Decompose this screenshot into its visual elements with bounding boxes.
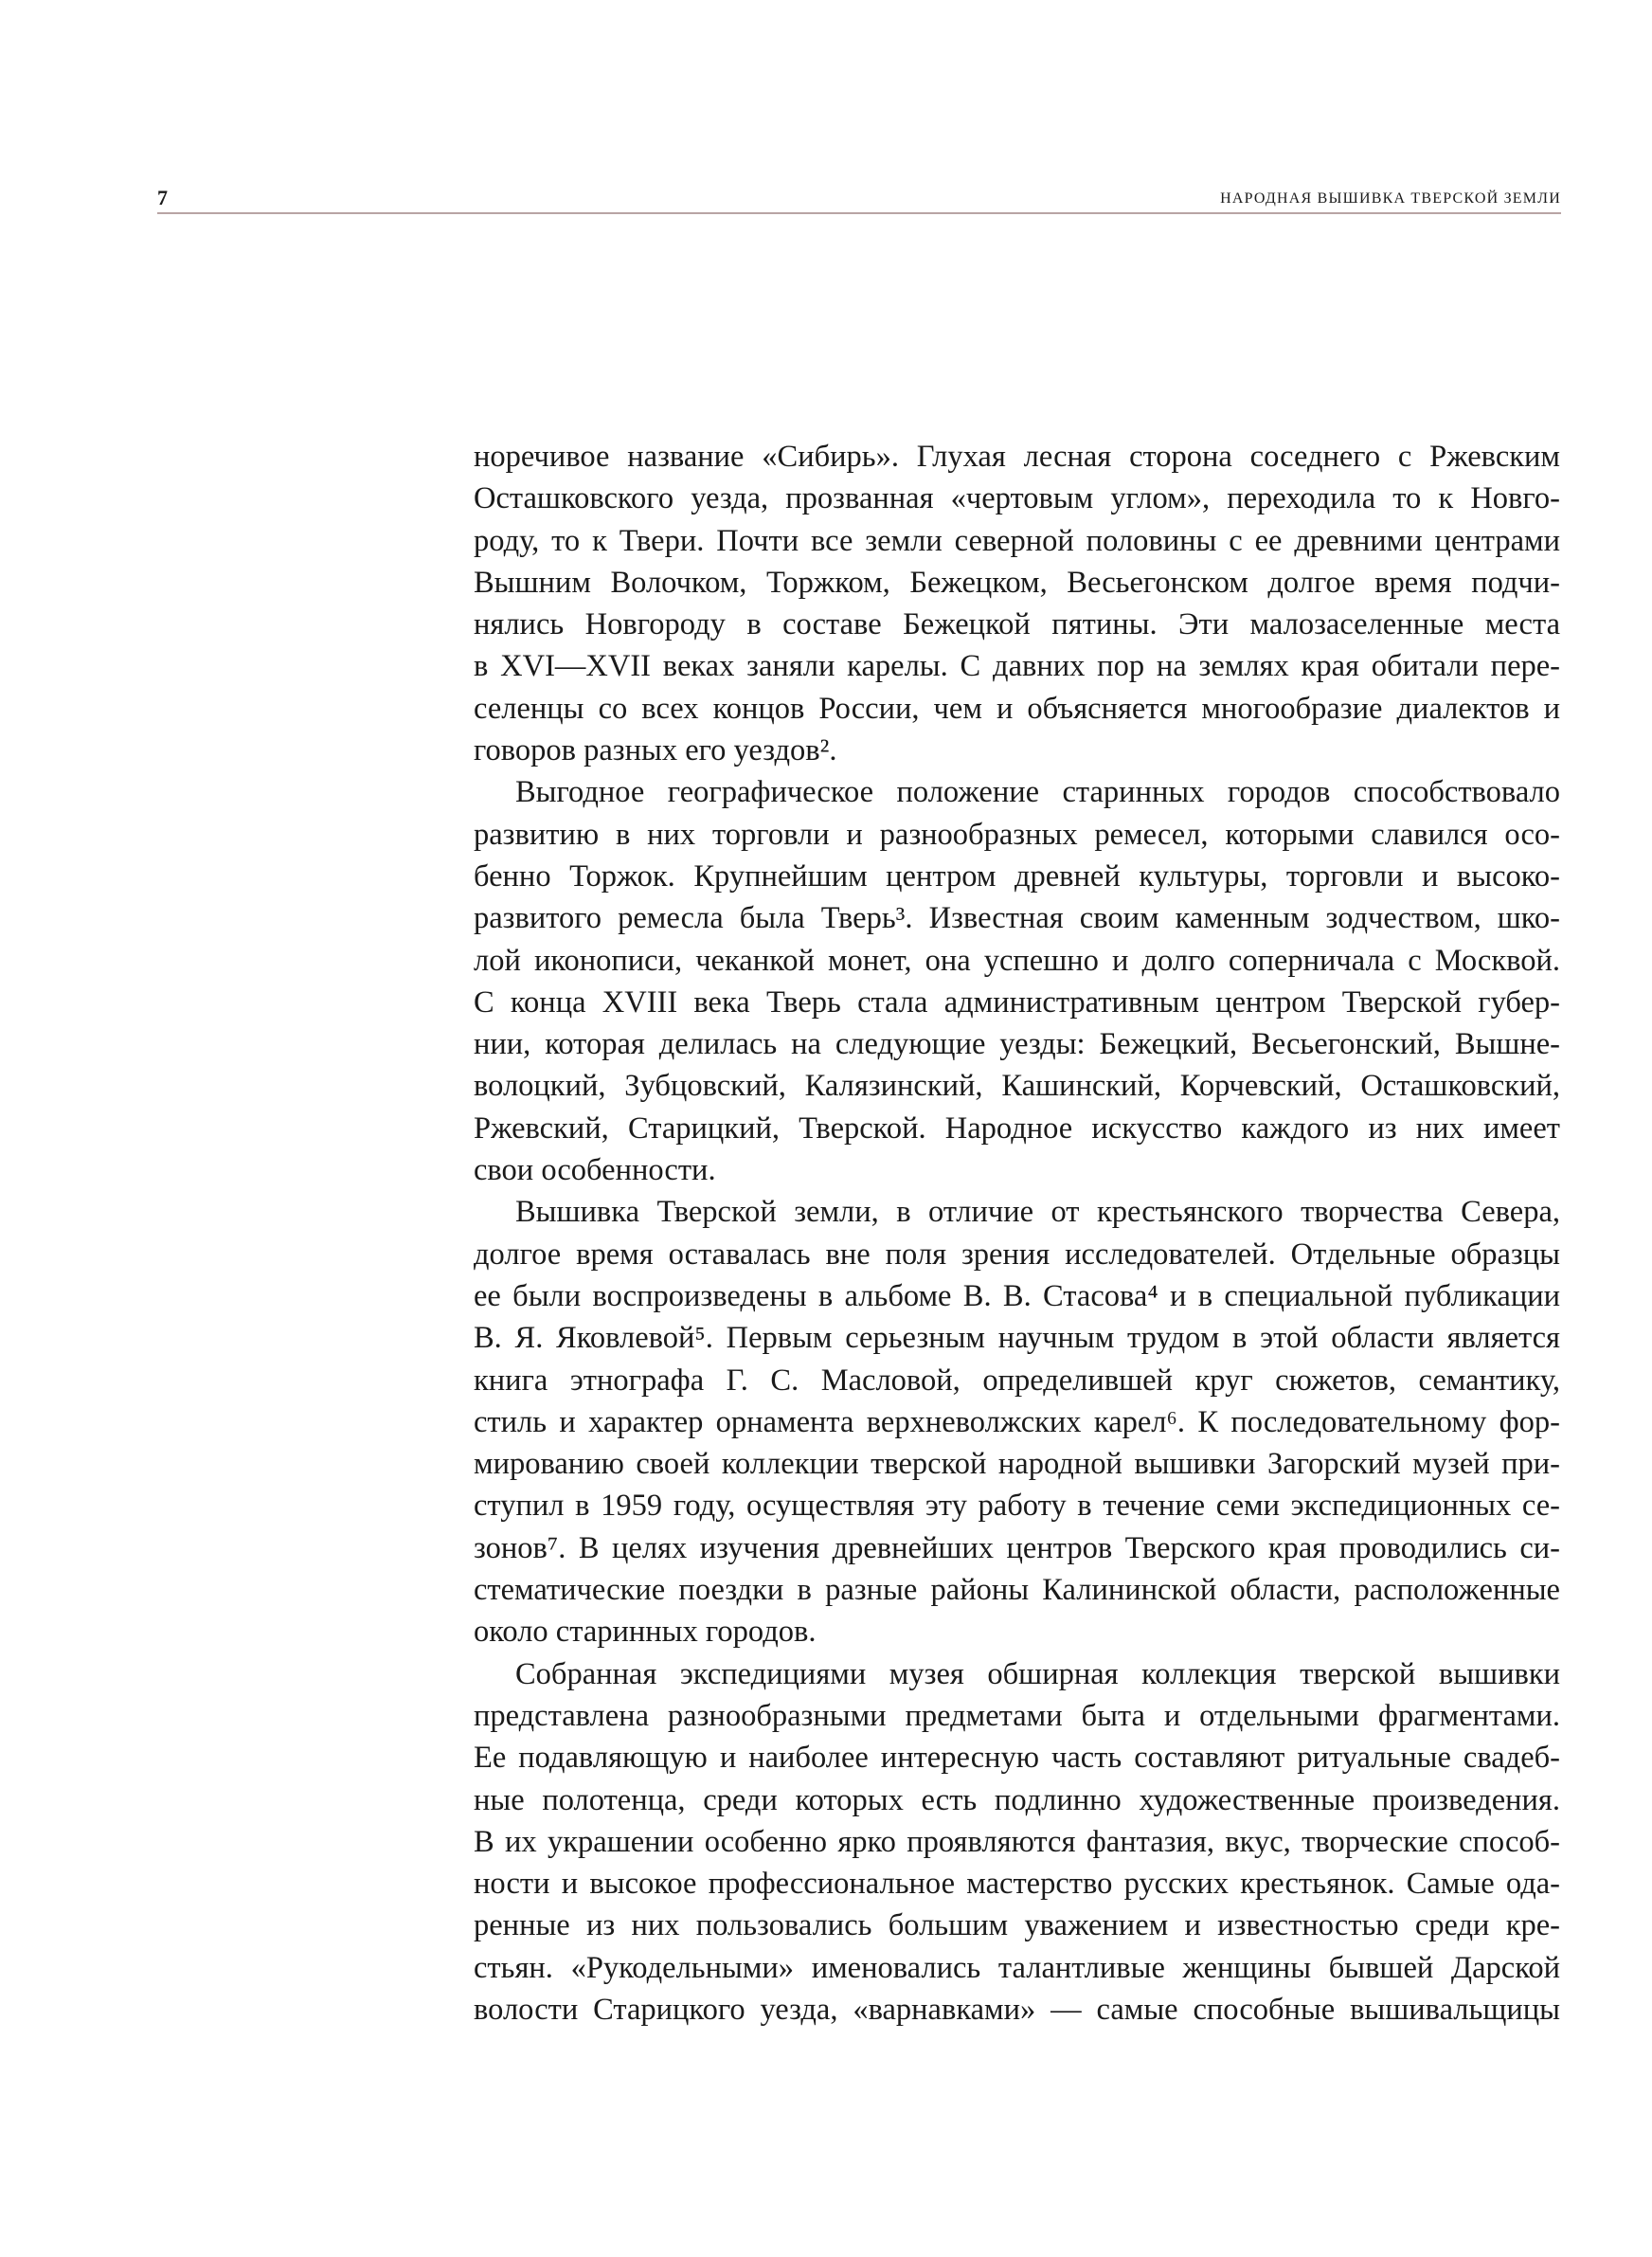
text-line: селенцы со всех концов России, чем и объясняется многообразие диалектов и bbox=[474, 691, 1560, 726]
page-number: 7 bbox=[157, 186, 168, 209]
text-line: Ее подавляющую и наиболее интересную часть составляют ритуальные свадеб- bbox=[474, 1741, 1560, 1776]
text-line: ступил в 1959 году, осуществляя эту работу в течение семи экспедиционных се- bbox=[474, 1489, 1560, 1524]
text-line: развитию в них торговли и разнообразных ремесел, которыми славился осо- bbox=[474, 817, 1560, 852]
text-line: развитого ремесла была Тверь³. Известная своим каменным зодчеством, шко- bbox=[474, 901, 1560, 936]
text-line: Вышивка Тверской земли, в отличие от крестьянского творчества Севера, bbox=[515, 1195, 1560, 1230]
text-line: стьян. «Рукодельными» именовались талантливые женщины бывшей Дарской bbox=[474, 1950, 1560, 1985]
text-line: зонов⁷. В целях изучения древнейших центров Тверского края проводились си- bbox=[474, 1530, 1560, 1565]
text-line: В. Я. Яковлевой⁵. Первым серьезным научным трудом в этой области является bbox=[474, 1321, 1560, 1356]
text-line: лой иконописи, чеканкой монет, она успешно и долго соперничала с Москвой. bbox=[474, 943, 1560, 978]
text-line: стиль и характер орнамента верхневолжских карел⁶. К последовательному фор- bbox=[474, 1404, 1560, 1439]
text-line: ренные из них пользовались большим уважением и известностью среди кре- bbox=[474, 1908, 1560, 1943]
text-line: Собранная экспедициями музея обширная коллекция тверской вышивки bbox=[515, 1656, 1560, 1691]
page-header bbox=[157, 186, 1561, 214]
text-line: свои особенности. bbox=[474, 1153, 716, 1188]
text-line: нялись Новгороду в составе Бежецкой пятины. Эти малозаселенные места bbox=[474, 607, 1560, 642]
text-line: бенно Торжок. Крупнейшим центром древней культуры, торговли и высоко- bbox=[474, 858, 1560, 894]
text-line: Вышним Волочком, Торжком, Бежецком, Весьегонском долгое время подчи- bbox=[474, 565, 1560, 600]
text-line: в XVI—XVII веках заняли карелы. С давних пор на землях края обитали пере- bbox=[474, 649, 1560, 684]
text-line: волости Старицкого уезда, «варнавками» — самые способные вышивальщицы bbox=[474, 1992, 1560, 2027]
text-line: Выгодное географическое положение старинных городов способствовало bbox=[515, 775, 1560, 810]
text-line: стематические поездки в разные районы Калининской области, расположенные bbox=[474, 1573, 1560, 1608]
text-line: ее были воспроизведены в альбоме В. В. Стасова⁴ и в специальной публикации bbox=[474, 1278, 1560, 1313]
paragraph-4 bbox=[474, 1653, 1560, 2031]
header-rule bbox=[157, 212, 1561, 214]
paragraph-1 bbox=[474, 436, 1560, 771]
text-line: мированию своей коллекции тверской народной вышивки Загорский музей при- bbox=[474, 1447, 1560, 1482]
text-line: нии, которая делилась на следующие уезды: Бежецкий, Весьегонский, Вышне- bbox=[474, 1027, 1560, 1062]
paragraph-2 bbox=[474, 771, 1560, 1191]
text-line: говоров разных его уездов². bbox=[474, 733, 837, 768]
text-line: долгое время оставалась вне поля зрения исследователей. Отдельные образцы bbox=[474, 1237, 1560, 1272]
text-line: около старинных городов. bbox=[474, 1615, 817, 1650]
body-text bbox=[474, 436, 1560, 2031]
text-line: ности и высокое профессиональное мастерство русских крестьянок. Самые ода- bbox=[474, 1867, 1560, 1902]
running-title: НАРОДНАЯ ВЫШИВКА ТВЕРСКОЙ ЗЕМЛИ bbox=[1220, 190, 1561, 207]
text-line: Ржевский, Старицкий, Тверской. Народное искусство каждого из них имеет bbox=[474, 1110, 1560, 1146]
text-line: ные полотенца, среди которых есть подлинно художественные произведения. bbox=[474, 1782, 1560, 1817]
text-line: роду, то к Твери. Почти все земли северной половины с ее древними центрами bbox=[474, 523, 1560, 558]
text-line: волоцкий, Зубцовский, Калязинский, Кашинский, Корчевский, Осташковский, bbox=[474, 1069, 1560, 1104]
paragraph-3 bbox=[474, 1191, 1560, 1652]
text-line: норечивое название «Сибирь». Глухая лесная сторона соседнего с Ржевским bbox=[474, 440, 1560, 474]
text-line: С конца XVIII века Тверь стала административным центром Тверской губер- bbox=[474, 984, 1560, 1020]
text-line: книга этнографа Г. С. Масловой, определившей круг сюжетов, семантику, bbox=[474, 1363, 1560, 1398]
text-line: В их украшении особенно ярко проявляются фантазия, вкус, творческие способ- bbox=[474, 1824, 1560, 1859]
text-line: Осташковского уезда, прозванная «чертовым углом», переходила то к Новго- bbox=[474, 481, 1560, 516]
text-line: представлена разнообразными предметами быта и отдельными фрагментами. bbox=[474, 1698, 1560, 1733]
